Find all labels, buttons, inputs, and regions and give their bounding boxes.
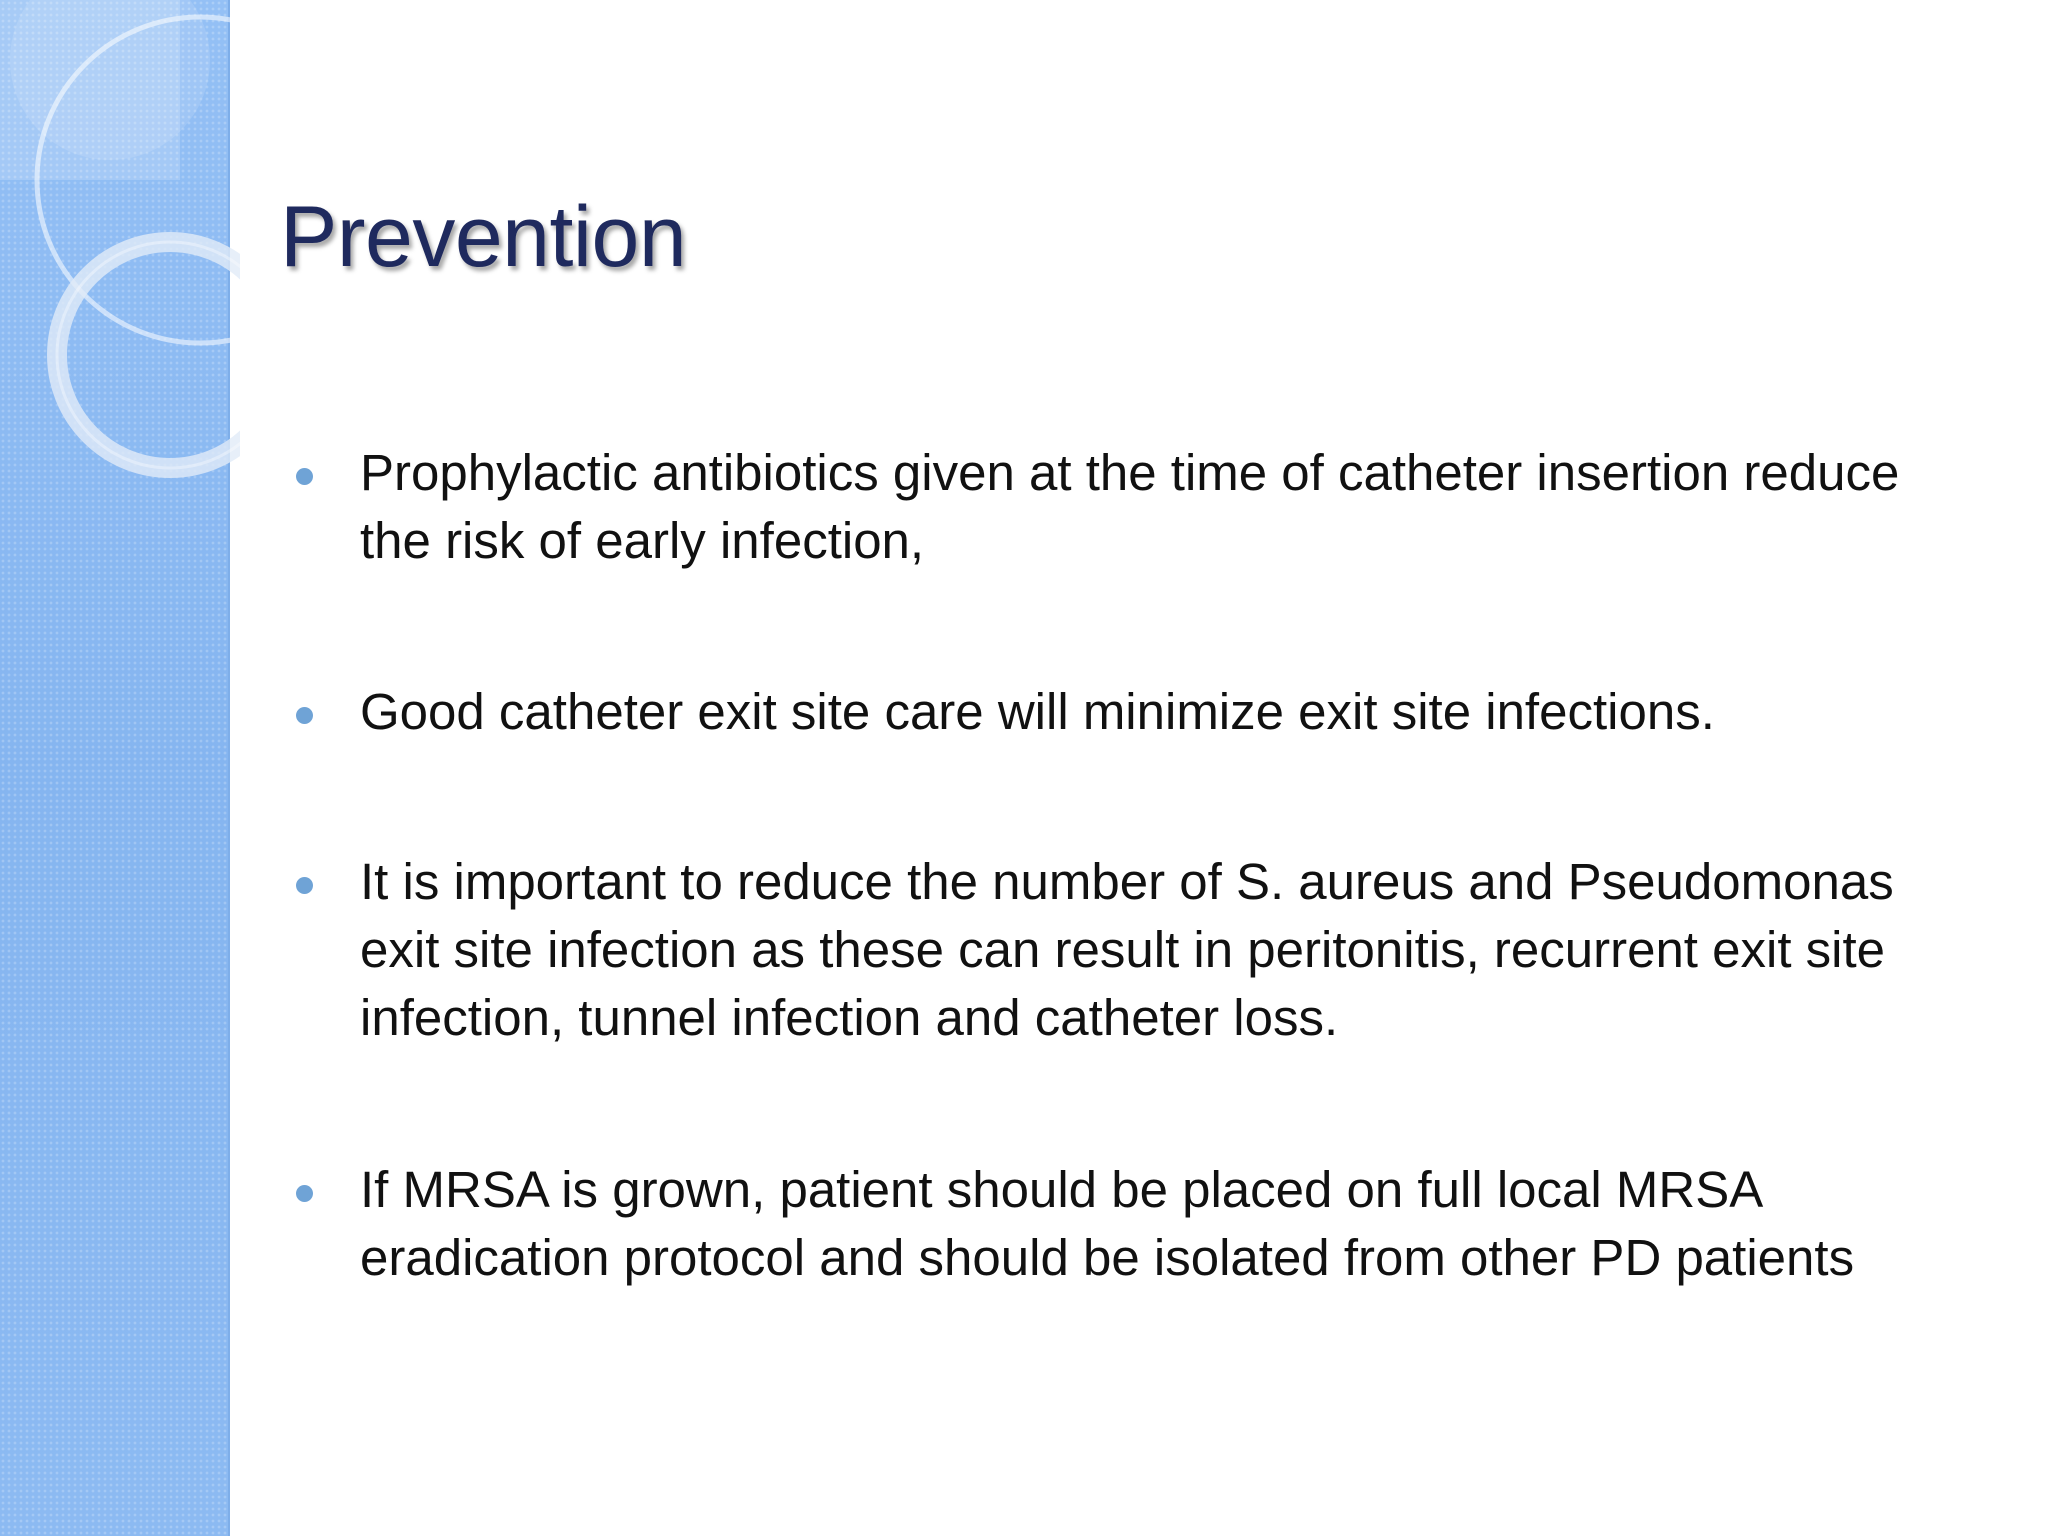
bullet-item [296,678,2048,746]
bullet-item [296,1156,2048,1292]
bullet-dot-icon [296,468,313,485]
bullet-text-line: Good catheter exit site care will minimize exit site infections. [360,683,1715,740]
bullet-text-line: infection, tunnel infection and catheter loss. [360,989,1339,1046]
bullet-text-line: exit site infection as these can result in peritonitis, recurrent exit site [360,921,1886,978]
bullet-text-line: It is important to reduce the number of S. aureus and Pseudomonas [360,853,1894,910]
bullet-text-line: the risk of early infection, [360,512,925,569]
bullet-text-line: If MRSA is grown, patient should be placed on full local MRSA [360,1161,1764,1218]
bullet-item [296,848,2048,1052]
bullet-dot-icon [296,1185,313,1202]
slide-title: Prevention [280,189,687,285]
bullet-text-line: Prophylactic antibiotics given at the time of catheter insertion reduce [360,444,1900,501]
bullet-dot-icon [296,877,313,894]
bullet-item [296,439,2048,575]
bullet-text-line: eradication protocol and should be isolated from other PD patients [360,1229,1855,1286]
bullet-dot-icon [296,707,313,724]
